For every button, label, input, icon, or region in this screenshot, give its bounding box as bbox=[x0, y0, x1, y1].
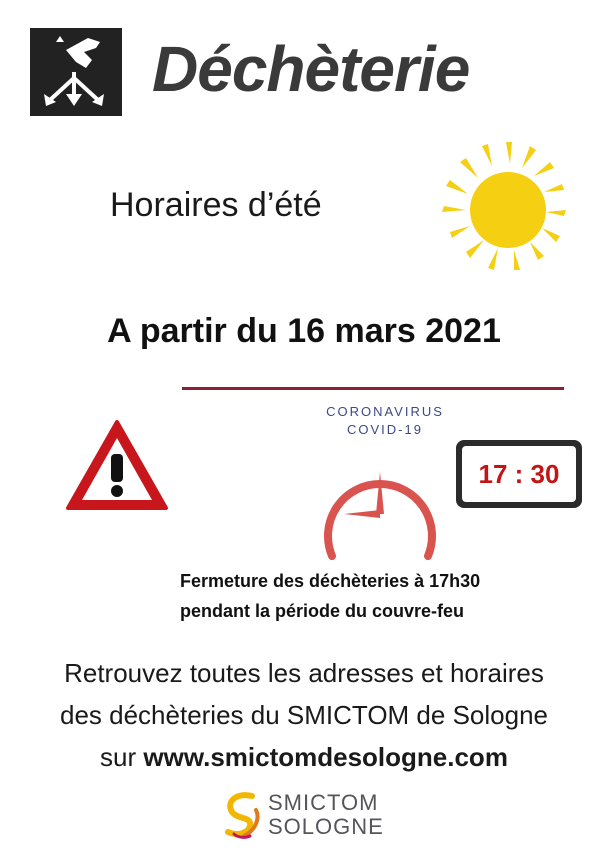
season-subtitle: Horaires d’été bbox=[110, 186, 322, 224]
info-line1: Retrouvez toutes les adresses et horaires bbox=[64, 658, 544, 688]
recycling-hand-icon bbox=[30, 28, 122, 116]
footer-name-line1: SMICTOM bbox=[268, 790, 379, 815]
timer-value: 17 : 30 bbox=[462, 446, 576, 502]
covid-label-line1: CORONAVIRUS bbox=[326, 404, 444, 419]
clock-icon bbox=[320, 448, 440, 560]
info-line3 bbox=[0, 742, 608, 773]
timer-display bbox=[456, 440, 582, 508]
closing-notice-line1: Fermeture des déchèteries à 17h30 bbox=[180, 571, 481, 591]
closing-notice-line2: pendant la période du couvre-feu bbox=[180, 601, 465, 621]
website-link[interactable]: www.smictomdesologne.com bbox=[143, 742, 508, 772]
covid-label-line2: COVID-19 bbox=[347, 422, 423, 437]
start-date-heading: A partir du 16 mars 2021 bbox=[107, 312, 501, 350]
info-line3-prefix: sur bbox=[100, 742, 144, 772]
sun-icon bbox=[426, 138, 586, 280]
warning-triangle-icon bbox=[64, 418, 170, 514]
page-title: Déchèterie bbox=[152, 33, 470, 105]
info-line2: des déchèteries du SMICTOM de Sologne bbox=[59, 700, 548, 730]
smictom-swirl-logo-icon bbox=[222, 790, 264, 840]
divider bbox=[182, 387, 564, 390]
footer-name-line2: SOLOGNE bbox=[268, 814, 384, 839]
